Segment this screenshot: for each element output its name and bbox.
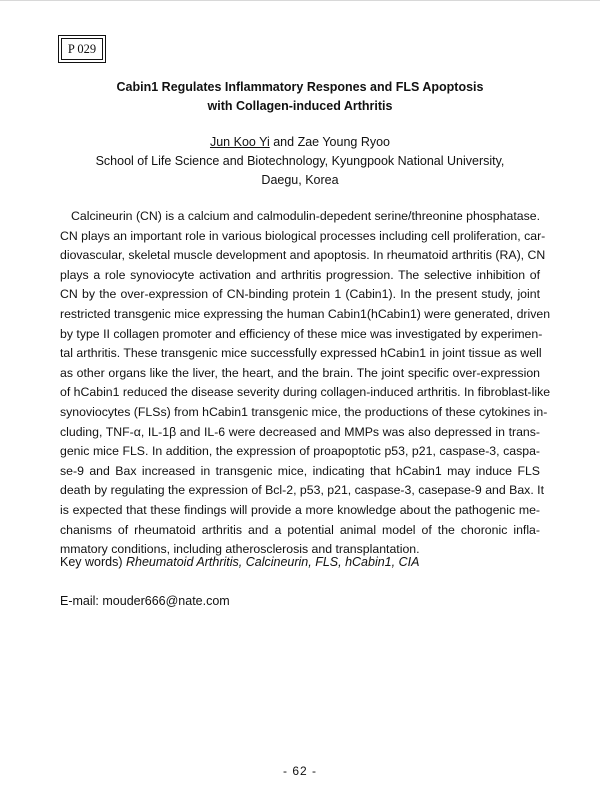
keywords: [60, 553, 419, 572]
affiliation: [60, 152, 540, 190]
abstract-line: se-9 and Bax increased in transgenic mice, indicating that hCabin1 may induce FLS: [60, 463, 540, 478]
author-list: [60, 133, 540, 152]
paper-title: [60, 78, 540, 116]
abstract-line: diovascular, skeletal muscle development and apoptosis. In rheumatoid arthritis (RA), CN: [60, 248, 546, 263]
keywords-terms: Rheumatoid Arthritis, Calcineurin, FLS, hCabin1, CIA: [126, 555, 420, 569]
abstract-line: of hCabin1 reduced the disease severity during collagen-induced arthritis. In fibroblast-like: [60, 385, 551, 400]
title-line-1: Cabin1 Regulates Inflammatory Respones and FLS Apoptosis: [116, 80, 484, 94]
email-address: mouder666@nate.com: [102, 594, 230, 608]
title-line-2: with Collagen-induced Arthritis: [207, 99, 393, 113]
abstract-line: plays a role synoviocyte activation and arthritis progression. The selective inhibition of: [60, 267, 540, 282]
abstract-line: cluding, TNF-α, IL-1β and IL-6 were decreased and MMPs was also depressed in trans-: [60, 424, 540, 439]
abstract-line: CN plays an important role in various biological processes including cell proliferation, car-: [60, 228, 546, 243]
page-top-edge: [0, 0, 600, 1]
abstract-line: as other organs like the liver, the heart, and the brain. The joint specific over-expression: [60, 365, 540, 380]
abstract-line: tal arthritis. These transgenic mice successfully expressed hCabin1 in joint tissue as well: [60, 346, 542, 361]
email-label: E-mail:: [60, 594, 103, 608]
abstract-code-box: P 029: [61, 38, 103, 60]
abstract-line: chanisms of rheumatoid arthritis and a potential animal model of the choronic infla-: [60, 522, 540, 537]
abstract-line: mmatory conditions, including atherosclerosis and transplantation.: [60, 542, 420, 557]
keywords-label: Key words): [60, 555, 126, 569]
presenting-author: Jun Koo Yi: [209, 135, 270, 149]
abstract-line: CN by the over-expression of CN-binding protein 1 (Cabin1). In the present study, joint: [60, 287, 540, 302]
abstract-body: [60, 207, 551, 560]
abstract-line: synoviocytes (FLSs) from hCabin1 transgenic mice, the productions of these cytokines in-: [60, 404, 548, 419]
affiliation-line-1: School of Life Science and Biotechnology, Kyungpook National University,: [95, 154, 505, 168]
abstract-line: genic mice FLS. In addition, the expression of proapoptotic p53, p21, caspase-3, caspa-: [60, 444, 540, 459]
abstract-line: death by regulating the expression of Bcl-2, p53, p21, caspase-3, casepase-9 and Bax. It: [60, 483, 544, 498]
email: [60, 592, 230, 611]
abstract-line: is expected that these findings will provide a more knowledge about the pathogenic me-: [60, 502, 540, 517]
page-number: - 62 -: [282, 764, 317, 778]
author-connector: and: [269, 135, 298, 149]
abstract-line: restricted transgenic mice expressing the human Cabin1(hCabin1) were generated, driven: [60, 306, 551, 321]
abstract-line: by type II collagen promoter and efficiency of these mice was investigated by experimen-: [60, 326, 543, 341]
coauthor: Zae Young Ryoo: [297, 135, 391, 149]
abstract-line: Calcineurin (CN) is a calcium and calmodulin-depedent serine/threonine phosphatase.: [71, 209, 540, 223]
affiliation-line-2: Daegu, Korea: [261, 173, 339, 187]
